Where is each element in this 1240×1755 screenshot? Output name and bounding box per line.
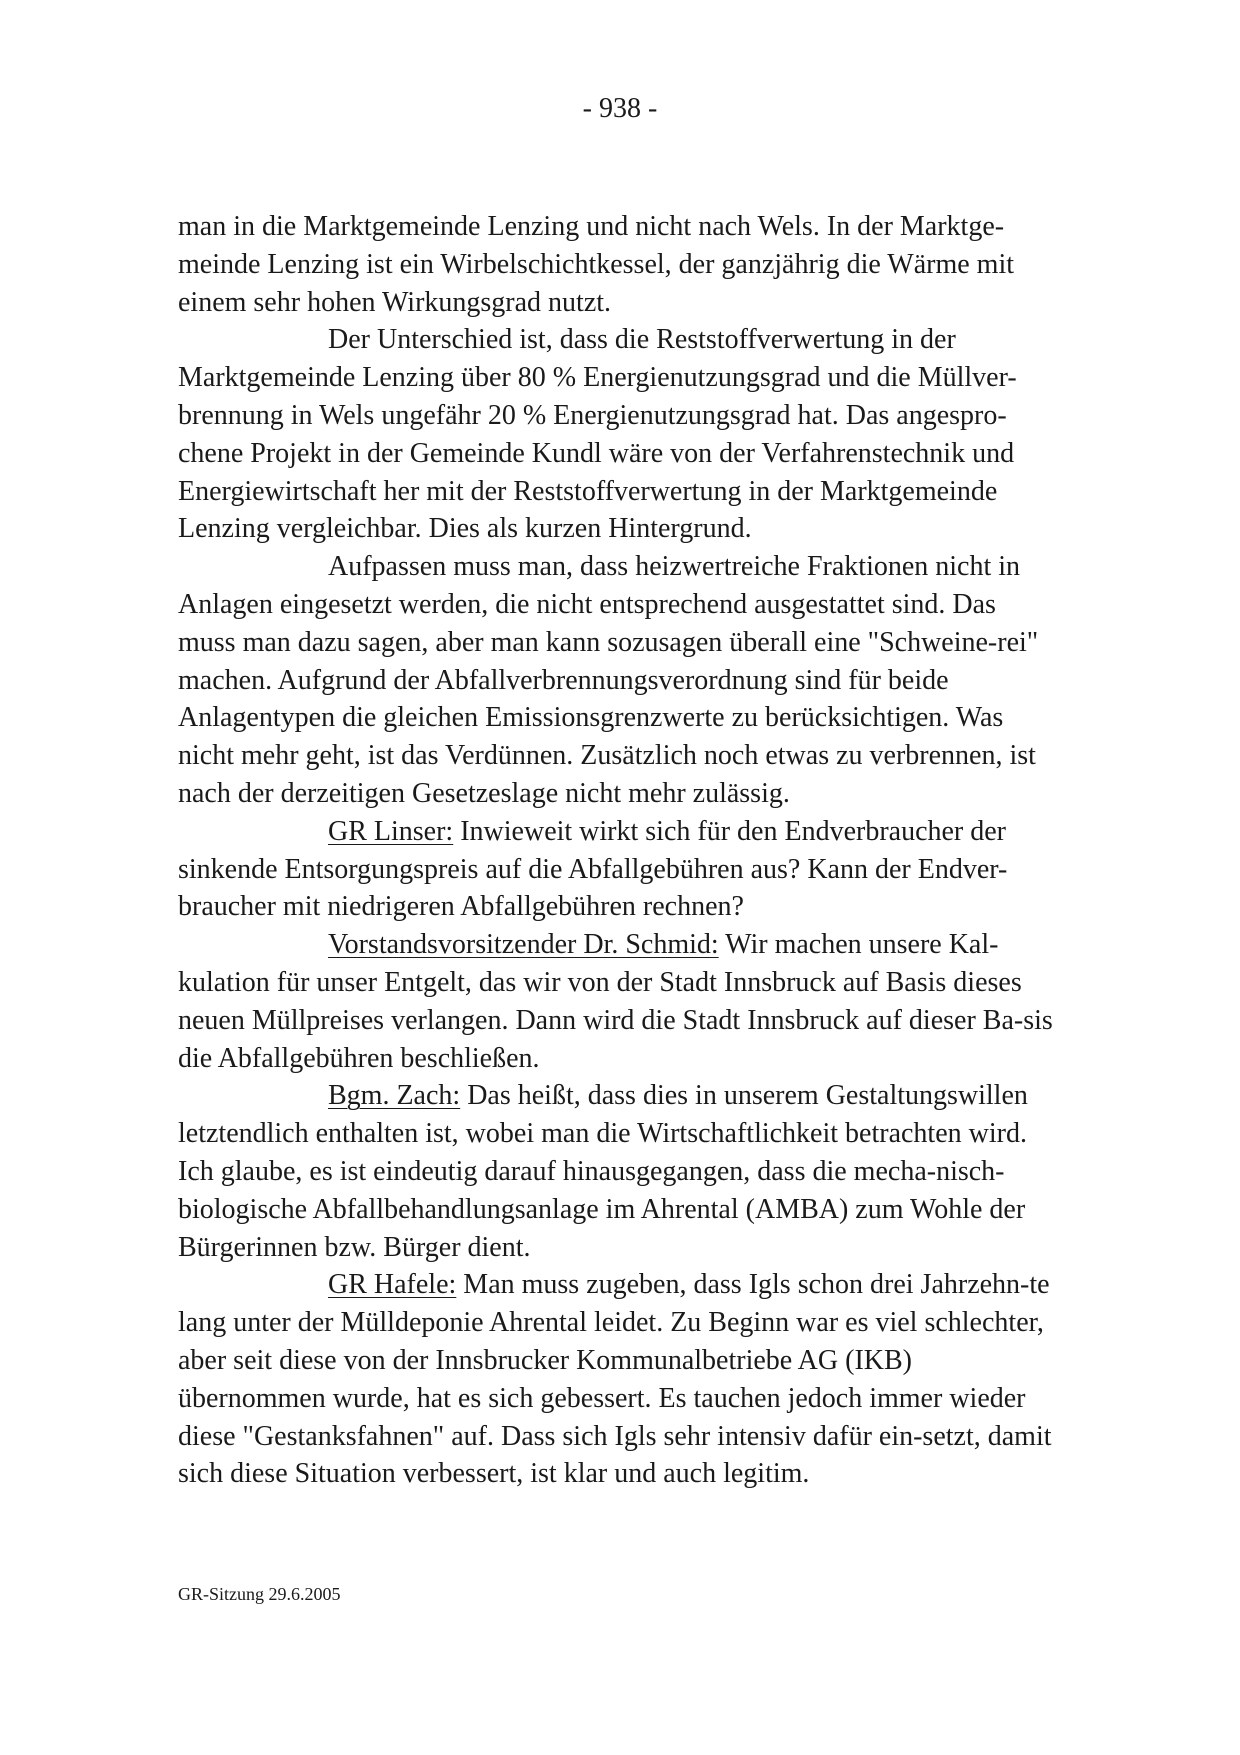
body-text (178, 208, 1058, 1493)
paragraph-text: Der Unterschied ist, dass die Reststoffverwertung in der Marktgemeinde Lenzing über 80 % Energienutzungsgrad und die Müllver-brennung in Wels ungefähr 20 % Energienutzungsgrad hat. Das angespro-chene Projekt in der Gemeinde Kundl wäre von der Verfahrenstechnik und Energiewirtschaft her mit der Reststoffverwertung in der Marktgemeinde Lenzing vergleichbar. Dies als kurzen Hintergrund. (178, 324, 1017, 545)
paragraph-4 (178, 813, 1058, 926)
paragraph-text: Das heißt, dass dies in unserem Gestaltungswillen letztendlich enthalten ist, wobei man die Wirtschaftlichkeit betrachten wird. Ich glaube, es ist eindeutig darauf hinausgegangen, dass die mecha-nisch-biologische Abfallbehandlungsanlage im Ahrental (AMBA) zum Wohle der Bürgerinnen bzw. Bürger dient. (178, 1080, 1028, 1263)
page-number: - 938 - (582, 93, 658, 124)
speaker-name: GR Hafele: (328, 1269, 457, 1301)
paragraph-text: man in die Marktgemeinde Lenzing und nicht nach Wels. In der Marktge-meinde Lenzing ist ein Wirbelschichtkessel, der ganzjährig die Wärme mit einem sehr hohen Wirkungsgrad nutzt. (178, 211, 1015, 318)
speaker-name: Vorstandsvorsitzender Dr. Schmid: (328, 929, 719, 961)
paragraph-text: Aufpassen muss man, dass heizwertreiche Fraktionen nicht in Anlagen eingesetzt werden, die nicht entsprechend ausgestattet sind. Das muss man dazu sagen, aber man kann sozusagen überall eine "Schweine-rei" machen. Aufgrund der Abfallverbrennungsverordnung sind für beide Anlagentypen die gleichen Emissionsgrenzwerte zu berücksichtigen. Was nicht mehr geht, ist das Verdünnen. Zusätzlich noch etwas zu verbrennen, ist nach der derzeitigen Gesetzeslage nicht mehr zulässig. (178, 551, 1039, 809)
paragraph-text: Inwieweit wirkt sich für den Endverbraucher der sinkende Entsorgungspreis auf die Abfallgebühren aus? Kann der Endver-braucher mit niedrigeren Abfallgebühren rechnen? (178, 815, 1008, 923)
paragraph-7 (178, 1266, 1058, 1493)
paragraph-text: Wir machen unsere Kal-kulation für unser Entgelt, das wir von der Stadt Innsbruck auf Basis dieses neuen Müllpreises verlangen. Dann wird die Stadt Innsbruck auf dieser Ba-sis die Abfallgebühren beschließen. (178, 929, 1053, 1074)
paragraph-5 (178, 926, 1058, 1077)
footer-session-date: GR-Sitzung 29.6.2005 (178, 1584, 341, 1604)
paragraph-2 (178, 321, 1058, 548)
paragraph-1 (178, 208, 1058, 321)
speaker-name: Bgm. Zach: (328, 1080, 461, 1112)
paragraph-6 (178, 1077, 1058, 1266)
paragraph-3 (178, 548, 1058, 813)
paragraph-text: Man muss zugeben, dass Igls schon drei Jahrzehn-te lang unter der Mülldeponie Ahrental leidet. Zu Beginn war es viel schlechter, aber seit diese von der Innsbrucker Kommunalbetriebe AG (IKB) übernommen wurde, hat es sich gebessert. Es tauchen jedoch immer wieder diese "Gestanksfahnen" auf. Dass sich Igls sehr intensiv dafür ein-setzt, damit sich diese Situation verbessert, ist klar und auch legitim. (178, 1269, 1052, 1490)
speaker-name: GR Linser: (328, 815, 454, 847)
